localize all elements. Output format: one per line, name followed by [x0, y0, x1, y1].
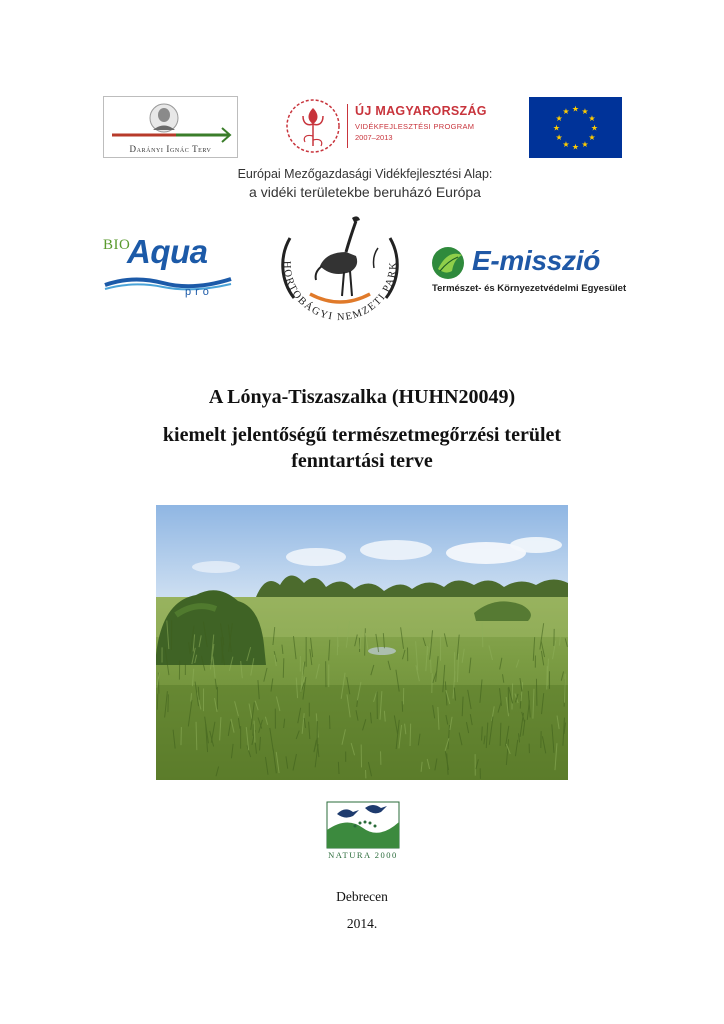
- e-misszio-subtitle: Természet- és Környezetvédelmi Egyesület: [432, 283, 627, 294]
- eu-star-icon: ★: [590, 123, 599, 133]
- natura-2000-logo: [323, 800, 403, 864]
- leaf-globe-icon: [430, 245, 470, 281]
- uj-magyarorszag-years: 2007–2013: [355, 133, 393, 142]
- crane-emblem-icon: [270, 208, 410, 338]
- e-misszio-name: E-misszió: [472, 245, 601, 276]
- wetland-meadow-photo: [156, 505, 568, 780]
- eu-star-icon: ★: [552, 123, 561, 133]
- eu-star-icon: ★: [581, 139, 589, 149]
- flower-emblem-icon: [283, 96, 345, 158]
- eu-star-icon: ★: [562, 107, 570, 117]
- uj-magyarorszag-subtitle: VIDÉKFEJLESZTÉSI PROGRAM: [355, 122, 475, 131]
- eu-star-icon: ★: [562, 139, 570, 149]
- document-title-line-2: kiemelt jelentőségű természetmegőrzési terület: [162, 424, 562, 446]
- eu-star-icon: ★: [571, 104, 580, 114]
- emva-line-1: Európai Mezőgazdasági Vidékfejlesztési Alap:: [237, 167, 493, 181]
- daranyi-ignac-terv-logo: [103, 96, 238, 158]
- city-label: Debrecen: [336, 889, 388, 904]
- eu-star-icon: ★: [555, 133, 563, 142]
- eu-flag-icon: [529, 97, 622, 158]
- aqua-text: Aqua: [127, 233, 208, 270]
- uj-magyarorszag-logo: [283, 96, 505, 158]
- emva-line-2: a vidéki területekbe beruházó Európa: [249, 184, 481, 200]
- eu-star-icon: ★: [581, 107, 589, 117]
- hortobagyi-nemzeti-park-logo: [270, 208, 410, 338]
- eu-star-icon: ★: [571, 142, 580, 152]
- wave-icon: [103, 273, 233, 293]
- uj-magyarorszag-title: ÚJ MAGYARORSZÁG: [355, 104, 487, 118]
- daranyi-label: Darányi Ignác Terv: [129, 144, 212, 154]
- document-title-line-3: fenntartási terve: [291, 450, 433, 472]
- eu-star-icon: ★: [588, 133, 596, 142]
- year-label: 2014.: [346, 916, 378, 931]
- emva-caption: [150, 166, 580, 201]
- bio-aqua-pro-logo: [103, 233, 233, 305]
- hortobagy-text: HORTOBÁGYI NEMZETI PARK: [280, 260, 400, 324]
- bio-text: BIO: [103, 237, 131, 253]
- pro-text: pro: [185, 286, 213, 298]
- natura-text: NATURA 2000: [328, 850, 398, 860]
- document-title-line-1: A Lónya-Tiszaszalka (HUHN20049): [208, 386, 516, 408]
- eu-star-icon: ★: [588, 114, 596, 123]
- eu-star-icon: ★: [555, 114, 563, 123]
- e-misszio-logo: [430, 243, 645, 303]
